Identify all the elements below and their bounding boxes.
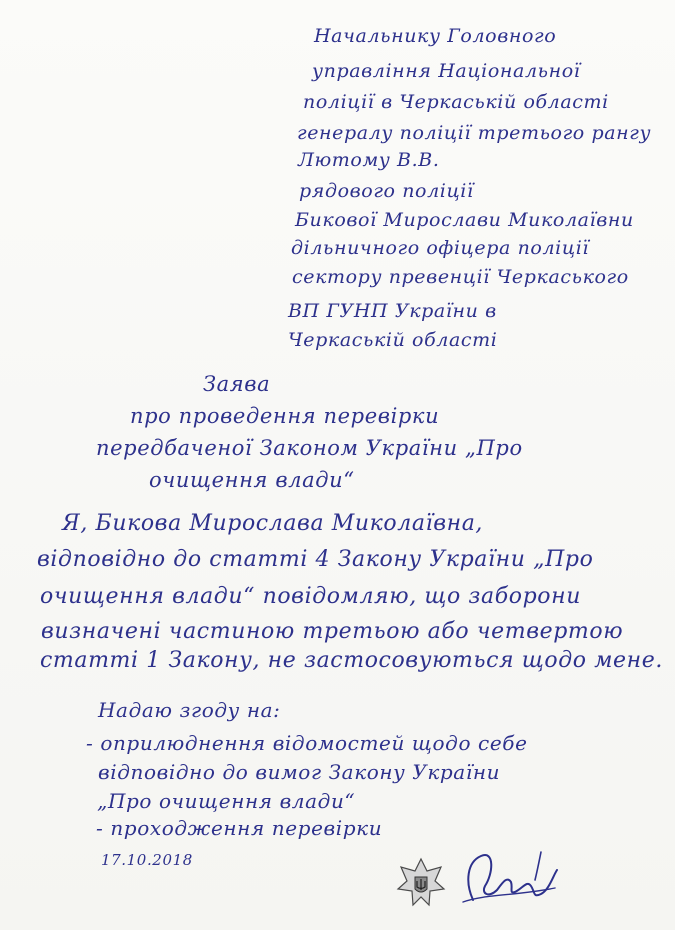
police-emblem-icon — [396, 857, 446, 913]
addressee-line: управління Національної — [312, 60, 581, 82]
title-line: очищення влади“ — [149, 468, 355, 492]
consent-line: Надаю згоду на: — [98, 698, 281, 722]
signature-icon — [455, 842, 565, 912]
addressee-line: генералу поліції третього рангу — [297, 122, 652, 144]
addressee-line: рядового поліції — [299, 180, 474, 202]
title-line: Заява — [203, 372, 271, 396]
body-line: статті 1 Закону, не застосовуються щодо мене. — [40, 648, 663, 673]
body-line: очищення влади“ повідомляю, що заборони — [40, 584, 582, 609]
body-line: визначені частиною третьою або четвертою — [41, 619, 624, 644]
body-line: відповідно до статті 4 Закону України „Про — [37, 547, 594, 572]
consent-line: „Про очищення влади“ — [97, 789, 356, 813]
body-line: Я, Бикова Мирослава Миколаївна, — [62, 511, 484, 536]
addressee-line: ВП ГУНП України в — [288, 300, 497, 322]
addressee-line: Черкаській області — [288, 329, 498, 351]
addressee-line: Лютому В.В. — [298, 149, 440, 171]
consent-line: відповідно до вимог Закону України — [98, 760, 501, 784]
addressee-line: поліції в Черкаській області — [303, 91, 609, 113]
addressee-line: Бикової Мирослави Миколаївни — [295, 209, 634, 231]
addressee-line: сектору превенції Черкаського — [292, 266, 629, 288]
consent-line: - оприлюднення відомостей щодо себе — [86, 731, 528, 755]
addressee-line: Начальнику Головного — [314, 25, 557, 47]
consent-line: - проходження перевірки — [96, 816, 383, 840]
title-line: передбаченої Законом України „Про — [96, 436, 523, 460]
date: 17.10.2018 — [101, 851, 193, 869]
addressee-line: дільничного офіцера поліції — [291, 237, 590, 259]
title-line: про проведення перевірки — [130, 404, 440, 428]
